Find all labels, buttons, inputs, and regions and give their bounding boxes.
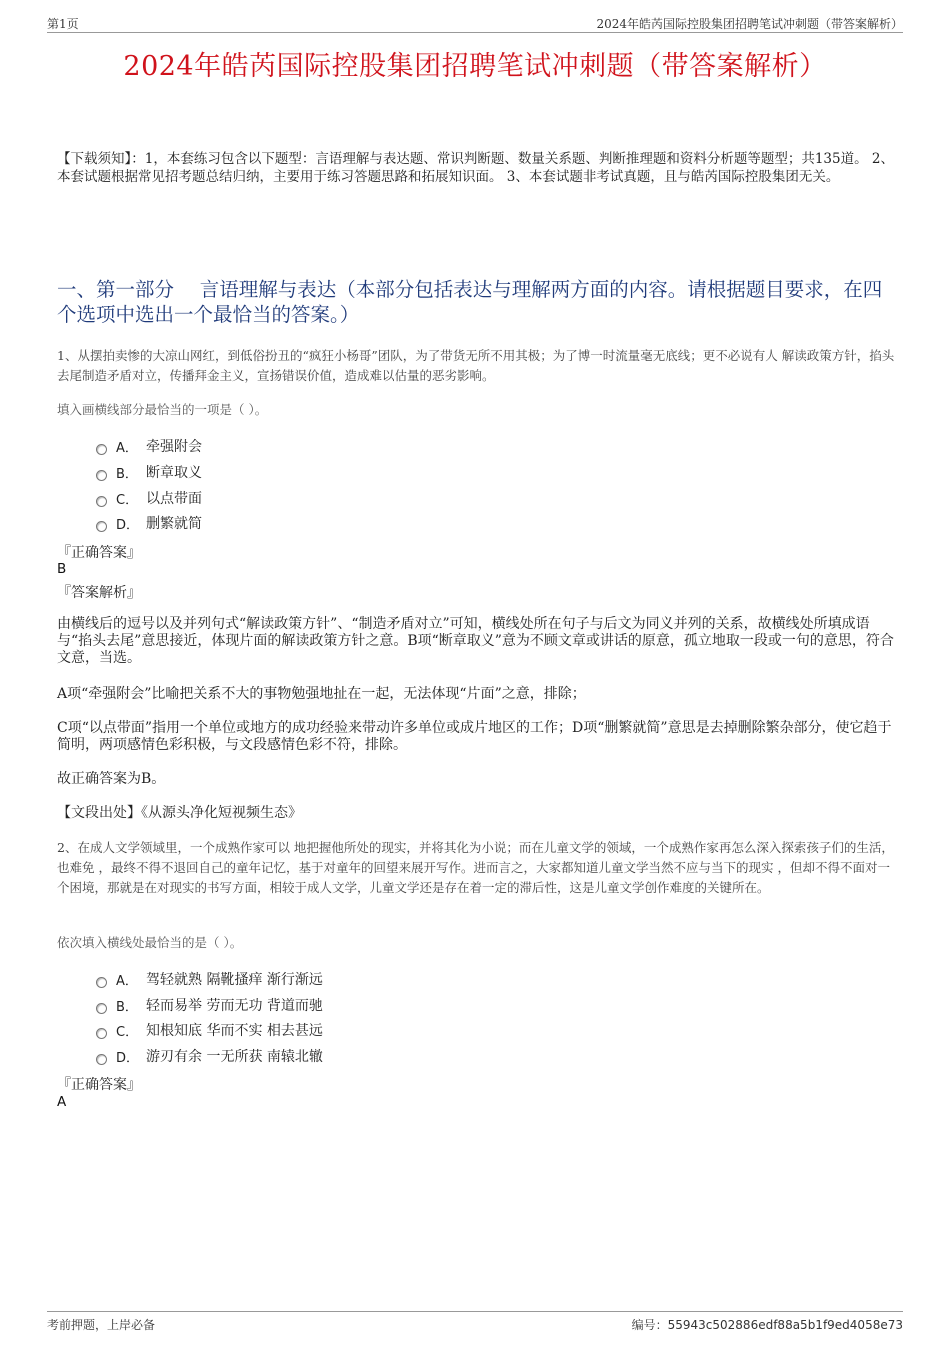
option-text: 游刃有余 一无所获 南辕北辙	[146, 1049, 323, 1065]
question-2-prompt: 依次填入横线处最恰当的是（ ）。	[57, 935, 243, 950]
download-notice: 【下载须知】：1，本套练习包含以下题型：言语理解与表达题、常识判断题、数量关系题、判断推理题和资料分析题等题型；共135道。 2、本套试题根据常见招考题总结归纳，主要用于练习答题思路和拓展知识面。 3、本套试题非考试真题，且与皓芮国际控股集团无关。	[57, 151, 894, 185]
radio-icon[interactable]	[96, 444, 107, 455]
q1-option-b[interactable]	[96, 461, 202, 483]
q2-answer: A	[57, 1094, 67, 1110]
page-header	[47, 12, 903, 33]
radio-icon[interactable]	[96, 1028, 107, 1039]
option-text: 删繁就简	[146, 516, 202, 532]
option-text: 轻而易举 劳而无功 背道而驰	[146, 998, 323, 1014]
footer-code: 55943c502886edf88a5b1f9ed4058e73	[667, 1318, 903, 1332]
option-text: 驾轻就熟 隔靴搔痒 渐行渐远	[146, 972, 323, 988]
q1-option-a[interactable]	[96, 435, 202, 457]
page-title: 2024年皓芮国际控股集团招聘笔试冲刺题（带答案解析）	[123, 51, 827, 82]
q2-option-c[interactable]	[96, 1019, 323, 1041]
q1-option-d[interactable]	[96, 512, 202, 534]
q2-answer-label: 『正确答案』	[57, 1077, 141, 1093]
q1-source: 【文段出处】《从源头净化短视频生态》	[57, 805, 302, 821]
question-1-prompt: 填入画横线部分最恰当的一项是（ ）。	[57, 402, 268, 417]
section-heading: 一、第一部分 言语理解与表达（本部分包括表达与理解两方面的内容。请根据题目要求，在四个选项中选出一个最恰当的答案。）	[57, 278, 883, 326]
q1-answer-label: 『正确答案』	[57, 545, 141, 561]
option-text: 牵强附会	[146, 439, 202, 455]
radio-icon[interactable]	[96, 470, 107, 481]
footer-code-block	[632, 1316, 903, 1333]
option-text: 知根知底 华而不实 相去甚远	[146, 1023, 323, 1039]
radio-icon[interactable]	[96, 521, 107, 532]
q2-option-b[interactable]	[96, 994, 323, 1016]
option-letter: D．	[116, 1050, 140, 1066]
q1-analysis-label: 『答案解析』	[57, 585, 141, 601]
page-number: 第1页	[47, 17, 79, 31]
q2-option-d[interactable]	[96, 1045, 323, 1067]
q1-option-c[interactable]	[96, 487, 202, 509]
q2-option-a[interactable]	[96, 968, 323, 990]
q1-analysis-paragraph: C项“以点带面”指用一个单位或地方的成功经验来带动许多单位或成片地区的工作；D项“删繁就简”意思是去掉删除繁杂部分，使它趋于简明，两项感情色彩积极，与文段感情色彩不符，排除。	[57, 720, 892, 753]
footer-slogan: 考前押题，上岸必备	[47, 1318, 156, 1332]
question-2-text: 2、在成人文学领域里，一个成熟作家可以 地把握他所处的现实，并将其化为小说；而在儿童文学的领域，一个成熟作家再怎么深入探索孩子们的生活，也难免 ，最终不得不退回自己的童年记忆，基于对童年的回望来展开写作。进而言之，大家都知道儿童文学当然不应与当下的现实 ，但却不得不面对一个困境，那就是在对现实的书写方面，相较于成人文学，儿童文学还是存在着一定的滞后性，这是儿童文学创作难度的关键所在。	[57, 840, 894, 895]
option-letter: A．	[116, 973, 138, 989]
header-doc-title: 2024年皓芮国际控股集团招聘笔试冲刺题（带答案解析）	[596, 17, 903, 31]
footer-code-label: 编号：	[631, 1318, 668, 1332]
question-1-text: 1、从摆拍卖惨的大凉山网红，到低俗扮丑的“疯狂小杨哥”团队，为了带货无所不用其极；为了博一时流量毫无底线；更不必说有人 解读政策方针，掐头去尾制造矛盾对立，传播拜金主义，宣扬错误价值，造成难以估量的恶劣影响。	[57, 348, 895, 383]
radio-icon[interactable]	[96, 1003, 107, 1014]
option-text: 断章取义	[146, 465, 202, 481]
radio-icon[interactable]	[96, 496, 107, 507]
option-letter: C．	[116, 1024, 139, 1040]
option-letter: D．	[116, 517, 140, 533]
q1-analysis-paragraph: 由横线后的逗号以及并列句式“解读政策方针”、“制造矛盾对立”可知，横线处所在句子与后文为同义并列的关系，故横线处所填成语与“掐头去尾”意思接近，体现片面的解读政策方针之意。B项“断章取义”意为不顾文章或讲话的原意，孤立地取一段或一句的意思，符合文意，当选。	[57, 616, 894, 666]
q1-answer: B	[57, 561, 67, 577]
option-letter: A．	[116, 440, 138, 456]
option-letter: B．	[116, 466, 138, 482]
radio-icon[interactable]	[96, 977, 107, 988]
page-footer	[47, 1311, 903, 1334]
radio-icon[interactable]	[96, 1054, 107, 1065]
q1-analysis-paragraph: 故正确答案为B。	[57, 771, 166, 787]
option-letter: C．	[116, 492, 139, 508]
q1-analysis-paragraph: A项“牵强附会”比喻把关系不大的事物勉强地扯在一起，无法体现“片面”之意，排除；	[57, 686, 586, 702]
option-letter: B．	[116, 999, 138, 1015]
option-text: 以点带面	[146, 491, 202, 507]
